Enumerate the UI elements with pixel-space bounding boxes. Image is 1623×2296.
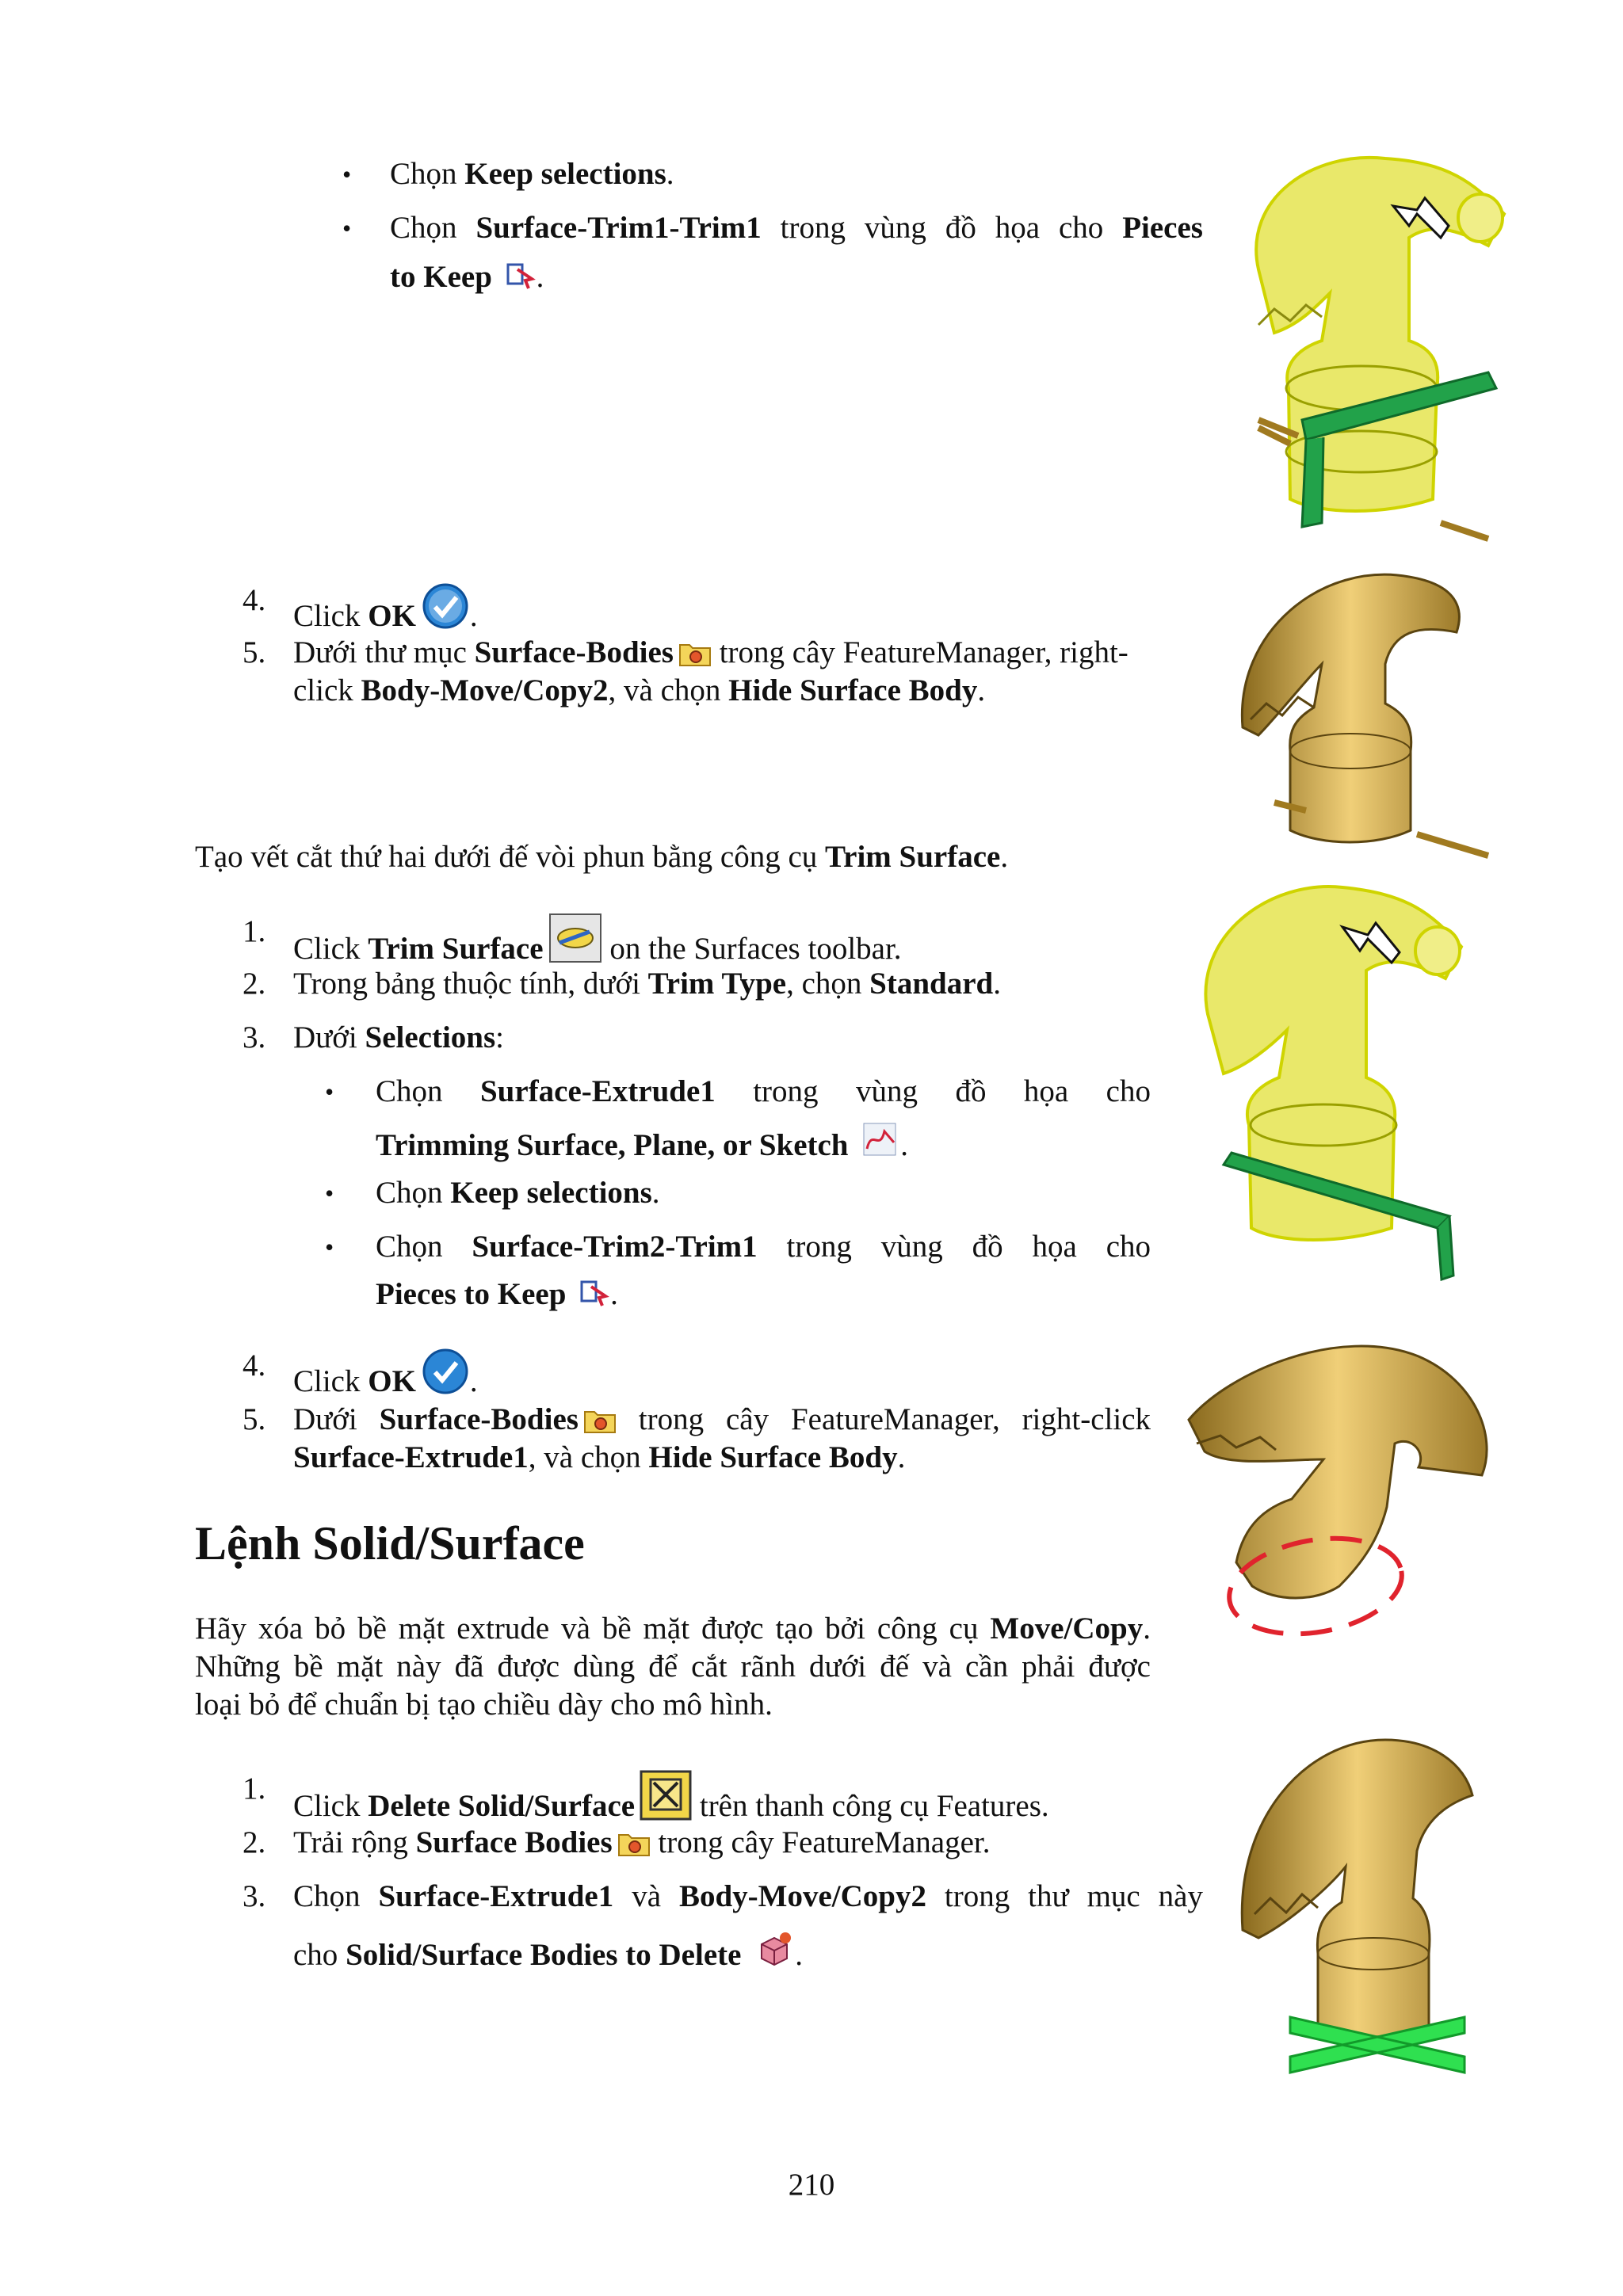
section-heading: Lệnh Solid/Surface xyxy=(195,1517,585,1569)
ok-check-icon xyxy=(421,1347,470,1405)
step-number: 3. xyxy=(242,1879,266,1913)
step-hide-body-move-copy2: Dưới thư mục Surface-Bodies trong cây FeatureManager, right- xyxy=(293,634,1128,677)
step-number: 2. xyxy=(242,967,266,1001)
bullet-keep-selections-2: Chọn Keep selections. xyxy=(376,1176,660,1210)
surface-bodies-folder-icon xyxy=(583,1405,617,1444)
figure-trim2-selection xyxy=(1176,879,1477,1287)
paragraph-line-2: Những bề mặt này đã được dùng để cắt rãnh dưới đế và cần phải được xyxy=(195,1650,1151,1684)
step-number: 1. xyxy=(242,914,266,948)
step-number: 1. xyxy=(242,1772,266,1806)
step-hide-surface-extrude1: Dưới Surface-Bodies trong cây FeatureManager, right-click xyxy=(293,1401,1151,1444)
trim-surface-tool-icon xyxy=(548,913,602,973)
step-delete-solid-surface: Click Delete Solid/Surface trên thanh công cụ Features. xyxy=(293,1770,1049,1830)
bullet-surface-extrude1-cont: Trimming Surface, Plane, or Sketch . xyxy=(376,1120,908,1169)
figure-body-hidden xyxy=(1227,561,1512,866)
delete-solid-surface-tool-icon xyxy=(640,1770,692,1830)
step-click-ok-1: Click OK . xyxy=(293,582,478,640)
paragraph-line-1: Hãy xóa bỏ bề mặt extrude và bề mặt được tạo bởi công cụ Move/Copy. xyxy=(195,1611,1151,1646)
bullet-dot: • xyxy=(325,1179,334,1207)
pieces-to-keep-icon xyxy=(579,1277,610,1318)
bullet-surface-trim1: Chọn Surface-Trim1-Trim1 trong vùng đồ họa cho Pieces xyxy=(390,211,1203,245)
bullet-surface-extrude1: Chọn Surface-Extrude1 trong vùng đồ họa cho xyxy=(376,1074,1151,1108)
intro-second-cut: Tạo vết cắt thứ hai dưới đế vòi phun bằng công cụ Trim Surface. xyxy=(195,840,1009,874)
step-number: 5. xyxy=(242,635,266,669)
solid-surface-bodies-icon xyxy=(754,1930,795,1979)
bullet-dot: • xyxy=(325,1077,334,1106)
bullet-dot: • xyxy=(342,214,352,242)
step-number: 4. xyxy=(242,583,266,617)
step-number: 2. xyxy=(242,1825,266,1859)
figure-cut-result xyxy=(1181,1325,1522,1661)
bullet-keep-selections-1: Chọn Keep selections. xyxy=(390,157,674,191)
pieces-to-keep-icon xyxy=(505,260,537,301)
bullet-surface-trim2-cont: Pieces to Keep . xyxy=(376,1276,618,1318)
step-click-ok-2: Click OK . xyxy=(293,1347,478,1405)
figure-trim1-selection xyxy=(1227,151,1512,551)
trimming-surface-icon xyxy=(861,1120,900,1169)
paragraph-line-3: loại bỏ để chuẩn bị tạo chiều dày cho mô hình. xyxy=(195,1688,773,1722)
page-number: 210 xyxy=(788,2168,835,2202)
step-number: 4. xyxy=(242,1348,266,1383)
bullet-dot: • xyxy=(325,1233,334,1261)
step-select-bodies-to-delete: Chọn Surface-Extrude1 và Body-Move/Copy2 trong thư mục này xyxy=(293,1879,1203,1913)
ok-check-icon xyxy=(421,582,470,640)
surface-bodies-folder-icon xyxy=(678,639,712,677)
bullet-surface-trim2: Chọn Surface-Trim2-Trim1 trong vùng đồ họa cho xyxy=(376,1230,1151,1264)
step-hide-surface-extrude1-cont: Surface-Extrude1, và chọn Hide Surface Body. xyxy=(293,1440,906,1474)
step-expand-surface-bodies: Trải rộng Surface Bodies trong cây FeatureManager. xyxy=(293,1824,991,1867)
figure-delete-bodies xyxy=(1227,1732,1496,2084)
step-number: 5. xyxy=(242,1402,266,1436)
bullet-dot: • xyxy=(342,160,352,189)
step-number: 3. xyxy=(242,1020,266,1055)
bullet-surface-trim1-cont: to Keep . xyxy=(390,258,544,301)
step-select-bodies-to-delete-cont: cho Solid/Surface Bodies to Delete . xyxy=(293,1930,803,1979)
step-click-trim-surface: Click Trim Surface on the Surfaces toolbar. xyxy=(293,913,902,973)
surface-bodies-folder-icon xyxy=(617,1829,651,1867)
step-trim-type-standard: Trong bảng thuộc tính, dưới Trim Type, chọn Standard. xyxy=(293,967,1001,1001)
step-hide-body-move-copy2-cont: click Body-Move/Copy2, và chọn Hide Surface Body. xyxy=(293,673,986,707)
step-selections: Dưới Selections: xyxy=(293,1020,505,1055)
